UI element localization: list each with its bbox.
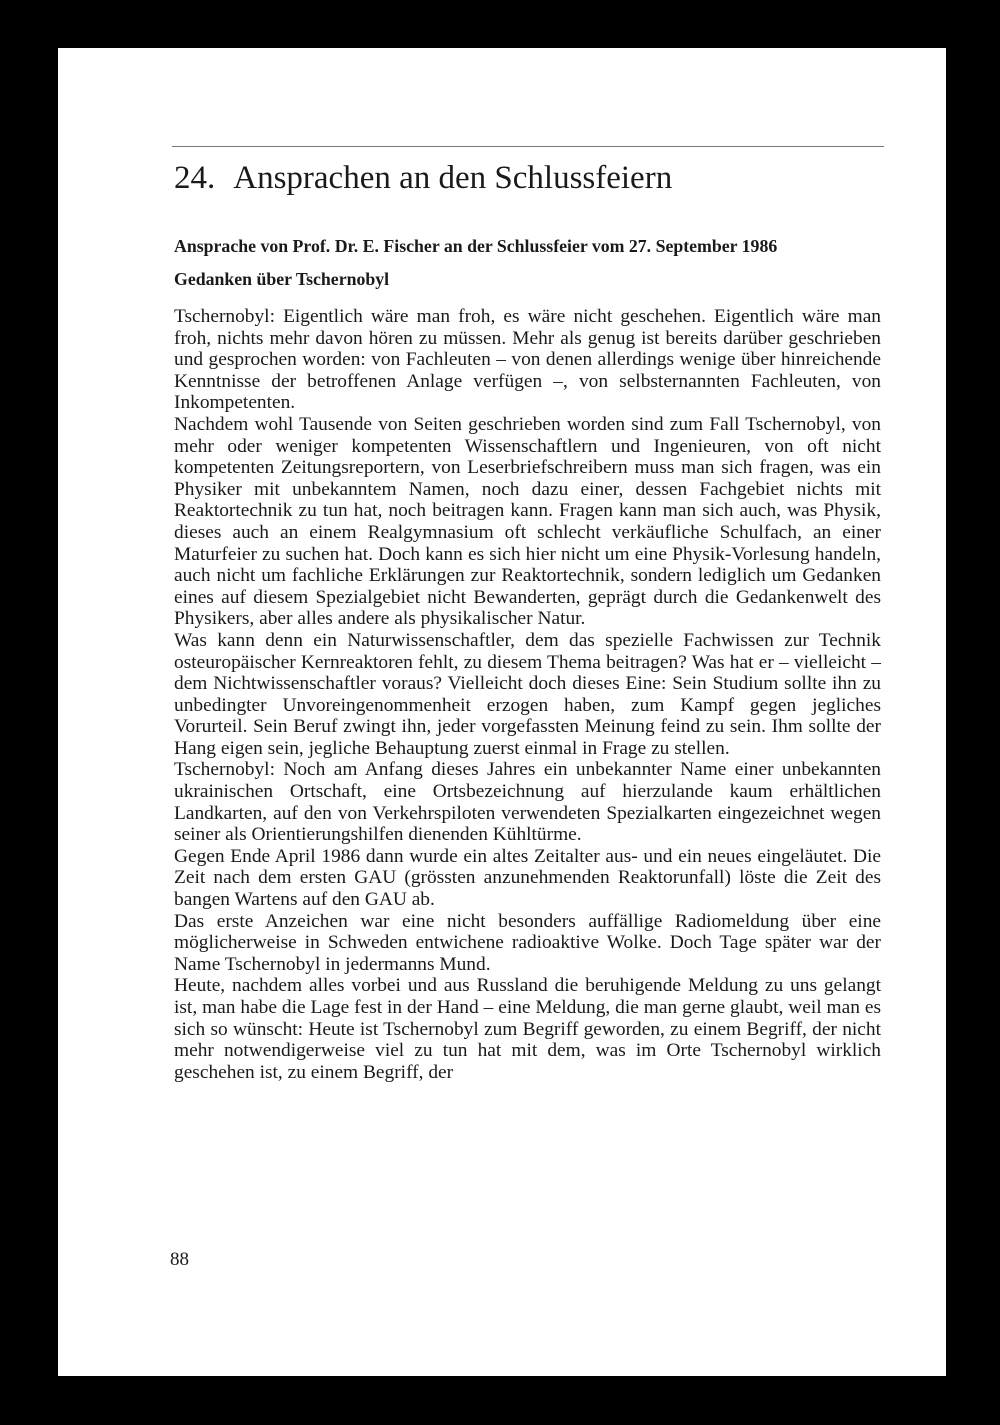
document-page [58,48,946,1376]
paragraph: Tschernobyl: Noch am Anfang dieses Jahres ein unbekannter Name einer unbekannten ukrainischen Ortschaft, eine Ortsbezeichnung auf hierzulande kaum erhältlichen Landkarten, auf den von Verkehrspiloten verwendeten Spezialkarten eingezeichnet wegen seiner als Orientierungshilfen dienenden Kühltürme. [174,759,881,846]
paragraph: Was kann denn ein Naturwissenschaftler, dem das spezielle Fachwissen zur Technik osteuropäischer Kernreaktoren fehlt, zu diesem Thema beitragen? Was hat er – vielleicht – dem Nichtwissenschaftler voraus? Vielleicht doch dieses Eine: Sein Studium sollte ihn zu unbedingter Unvoreingenommenheit erzogen haben, zum Kampf gegen jegliches Vorurteil. Sein Beruf zwingt ihn, jeder vorgefassten Meinung feind zu sein. Ihm sollte der Hang eigen sein, jegliche Behauptung zuerst einmal in Frage zu stellen. [174,629,881,759]
speech-heading: Ansprache von Prof. Dr. E. Fischer an der Schlussfeier vom 27. September 1986 [174,236,778,256]
paragraph: Das erste Anzeichen war eine nicht besonders auffällige Radiomeldung über eine möglicherweise in Schweden entwichene radioaktive Wolke. Doch Tage später war der Name Tschernobyl in jedermanns Mund. [174,910,881,975]
paragraph: Gegen Ende April 1986 dann wurde ein altes Zeitalter aus- und ein neues eingeläutet. Die Zeit nach dem ersten GAU (grössten anzunehmenden Reaktorunfall) löste die Zeit des bangen Wartens auf den GAU ab. [174,845,881,911]
paragraph: Heute, nachdem alles vorbei und aus Russland die beruhigende Meldung zu uns gelangt ist, man habe die Lage fest in der Hand – eine Meldung, die man gerne glaubt, weil man es sich so wünscht: Heute ist Tschernobyl zum Begriff geworden, zu einem Begriff, der nicht mehr notwendigerweise viel zu tun hat mit dem, was im Orte Tschernobyl wirklich geschehen ist, zu einem Begriff, der [174,975,881,1083]
chapter-title-text: Ansprachen an den Schlussfeiern [233,160,673,196]
page-number: 88 [170,1249,189,1270]
paragraph: Tschernobyl: Eigentlich wäre man froh, es wäre nicht geschehen. Eigentlich wäre man froh, nichts mehr davon hören zu müssen. Mehr als genug ist bereits darüber geschrieben und gesprochen worden: von Fachleuten – von denen allerdings wenige über hinreichende Kenntnisse der betroffenen Anlage verfügen –, von selbsternannten Fachleuten, von Inkompetenten. [174,306,881,414]
chapter-number: 24. [174,160,216,196]
chapter-title [174,156,886,200]
body-text [174,306,881,1083]
paragraph: Nachdem wohl Tausende von Seiten geschrieben worden sind zum Fall Tschernobyl, von mehr oder weniger kompetenten Wissenschaftlern und Ingenieuren, von oft nicht kompetenten Zeitungsreportern, von Leserbriefschreibern muss man sich fragen, was ein Physiker mit unbekanntem Namen, noch dazu einer, dessen Fachgebiet nichts mit Reaktortechnik zu tun hat, noch beitragen kann. Fragen kann man sich auch, was Physik, dieses auch an einem Realgymnasium oft schlecht verkäufliche Schulfach, an einer Maturfeier zu suchen hat. Doch kann es sich hier nicht um eine Physik-Vorlesung handeln, auch nicht um fachliche Erklärungen zur Reaktortechnik, sondern lediglich um Gedanken eines auf diesem Spezialgebiet nicht Bewanderten, geprägt durch die Gedankenwelt des Physikers, aber alles andere als physikalischer Natur. [174,413,881,630]
header-rule [172,146,884,147]
sub-heading: Gedanken über Tschernobyl [174,269,390,289]
